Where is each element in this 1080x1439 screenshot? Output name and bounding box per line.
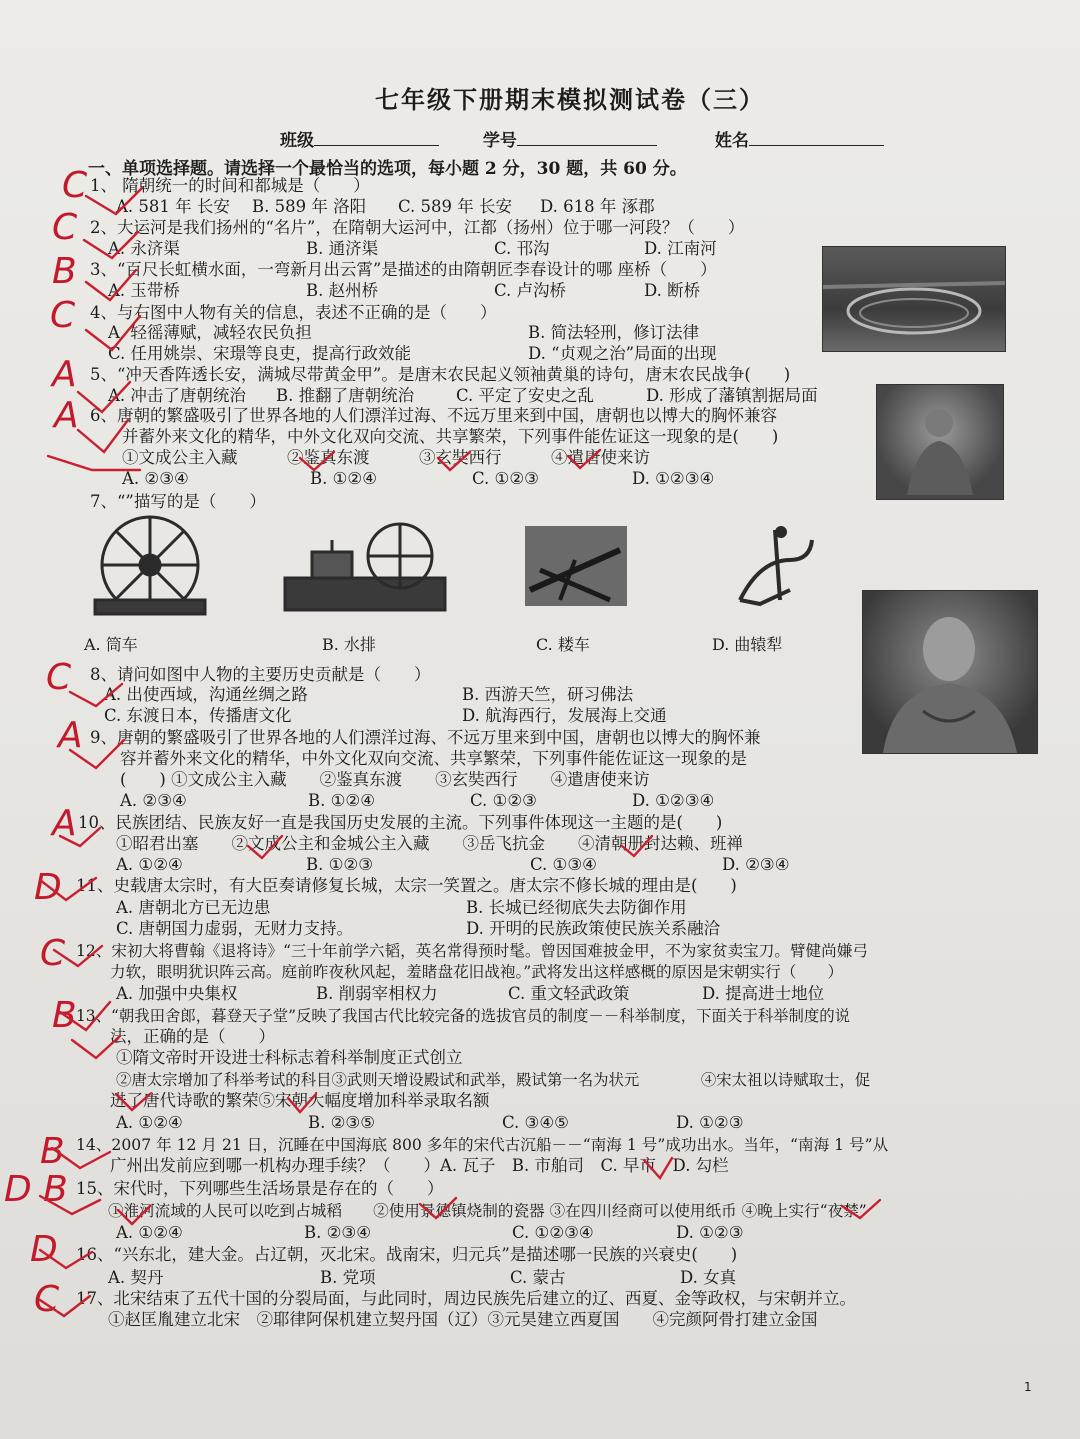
question-line: ①淮河流域的人民可以吃到占城稻 ②使用景德镇烧制的瓷器 ③在四川经商可以使用纸币 ④晚上实行“夜禁” <box>108 1202 867 1220</box>
option: C. 耧车 <box>536 635 590 654</box>
option: B. ②③④ <box>304 1223 371 1242</box>
question-line: 15、宋代时，下列哪些生活场景是存在的（ ） <box>76 1179 444 1198</box>
answer-mark: C <box>34 1279 60 1320</box>
section-heading: 一、单项选择题。请选择一个最恰当的选项，每小题 2 分，30 题，共 60 分。 <box>88 159 687 179</box>
option: A. ①②④ <box>116 1113 183 1132</box>
question-line: ②唐太宗增加了科举考试的科目③武则天增设殿试和武举，殿试第一名为状元 ④宋太祖以诗赋取士，促 <box>116 1071 871 1089</box>
answer-mark: C <box>62 165 88 206</box>
question-line: 17、北宋结束了五代十国的分裂局面，与此同时，周边民族先后建立的辽、西夏、金等政权，与宋朝并立。 <box>76 1289 856 1308</box>
option: D. 断桥 <box>644 281 701 300</box>
option: D. ①②③ <box>676 1113 744 1132</box>
question-line: 容并蓄外来文化的精华，中外文化双向交流、共享繁荣，下列事件能佐证这一现象的是 <box>120 749 747 768</box>
answer-mark: D <box>34 867 62 908</box>
option: C. 平定了安史之乱 <box>456 386 595 405</box>
question-line: 法，正确的是（ ） <box>110 1027 275 1046</box>
option: C. 卢沟桥 <box>494 281 567 300</box>
option: A. ②③④ <box>122 469 189 488</box>
option: B. 推翻了唐朝统治 <box>276 386 415 405</box>
curved-plough-image <box>740 528 812 604</box>
option: A. 冲击了唐朝统治 <box>108 386 246 405</box>
question-line: 并蓄外来文化的精华，中外文化双向交流、共享繁荣，下列事件能佐证这一现象的是( ) <box>122 427 779 446</box>
option: B. 西游天竺，研习佛法 <box>462 685 634 704</box>
option: C. ①②③④ <box>512 1223 594 1242</box>
option: B. 削弱宰相权力 <box>316 984 438 1003</box>
answer-mark: A <box>52 803 77 844</box>
option: C. 唐朝国力虚弱，无财力支持。 <box>116 919 354 938</box>
question-line: 2、大运河是我们扬州的“名片”，在隋朝大运河中，江都（扬州）位于哪一河段？（ ） <box>90 218 745 237</box>
question-line: 16、“兴东北，建大金。占辽朝，灭北宋。战南宋，归元兵”是描述哪一民族的兴衰史( ) <box>76 1245 738 1264</box>
answer-mark: C <box>40 933 66 974</box>
student-number-blank <box>517 129 657 146</box>
option: D. ②③④ <box>722 855 790 874</box>
jianzhen-statue-photo <box>862 590 1038 754</box>
option: B. ②③⑤ <box>308 1113 375 1132</box>
option: D. 江南河 <box>644 239 717 258</box>
option: A. 筒车 <box>84 635 138 654</box>
question-line: ( ) ①文成公主入藏 ②鉴真东渡 ③玄奘西行 ④遣唐使来访 <box>120 770 650 789</box>
answer-mark: C <box>46 657 72 698</box>
answer-mark: C <box>52 207 78 248</box>
answer-mark: A <box>52 354 77 395</box>
water-bellows-image <box>285 524 445 610</box>
option: D. ①②③ <box>676 1223 744 1242</box>
option: A. ②③④ <box>120 791 187 810</box>
option: A. ①②④ <box>116 855 183 874</box>
option: C. ③④⑤ <box>502 1113 569 1132</box>
question-line: 1、 隋朝统一的时间和都城是（ ） <box>90 176 370 195</box>
answer-mark: D <box>30 1229 58 1270</box>
emperor-portrait-photo <box>876 384 1004 500</box>
option: C. 任用姚崇、宋璟等良吏，提高行政效能 <box>108 344 412 363</box>
seed-plough-image <box>525 526 627 606</box>
question-line: 6、唐朝的繁盛吸引了世界各地的人们漂洋过海、不远万里来到中国，唐朝也以博大的胸怀兼容 <box>90 406 777 425</box>
option: A. ①②④ <box>116 1223 183 1242</box>
question-line: ①隋文帝时开设进士科标志着科举制度正式创立 <box>116 1048 463 1067</box>
answer-mark: A <box>54 395 79 436</box>
option: B. 党项 <box>320 1268 376 1287</box>
option: A. 永济渠 <box>108 239 180 258</box>
question-line: 14、2007 年 12 月 21 日，沉睡在中国海底 800 多年的宋代古沉船－－“南海 1 号”成功出水。当年，“南海 1 号”从 <box>76 1136 889 1154</box>
option: C. 589 年 长安 <box>398 197 513 216</box>
question-line: 10、民族团结、民族友好一直是我国历史发展的主流。下列事件体现这一主题的是( ) <box>78 813 723 832</box>
option: B. ①②④ <box>310 469 377 488</box>
option: D. ①②③④ <box>632 469 715 488</box>
tube-wheel-image <box>95 517 205 614</box>
question-line: 9、唐朝的繁盛吸引了世界各地的人们漂洋过海、不远万里来到中国，唐朝也以博大的胸怀兼 <box>90 728 761 747</box>
question-line: 力软，眼明犹识阵云高。庭前昨夜秋风起，羞睹盘花旧战袍。”武将发出这样感概的原因是宋朝实行（ ） <box>110 963 844 981</box>
option: C. 蒙古 <box>510 1268 566 1287</box>
question-line: 3、“百尺长虹横水面，一弯新月出云霄”是描述的由隋朝匠李春设计的哪 座桥（ ） <box>90 260 717 279</box>
option: A. 581 年 长安 <box>116 197 230 216</box>
question-line: 11、史载唐太宗时，有大臣奏请修复长城，太宗一笑置之。唐太宗不修长城的理由是( ) <box>76 876 737 895</box>
answer-mark: C <box>50 295 76 336</box>
answer-mark: A <box>58 715 83 756</box>
class-blank <box>314 129 439 146</box>
question-line: 进了唐代诗歌的繁荣⑤宋朝大幅度增加科举录取名额 <box>110 1091 490 1110</box>
class-label: 班级 <box>280 131 314 151</box>
option: D. 形成了藩镇割据局面 <box>646 386 818 405</box>
option: C. ①②③ <box>472 469 539 488</box>
option: B. 通济渠 <box>306 239 379 258</box>
option: C. 重文轻武政策 <box>508 984 630 1003</box>
option: D. 女真 <box>680 1268 737 1287</box>
option: B. 水排 <box>322 635 376 654</box>
option: D. 曲辕犁 <box>712 635 783 654</box>
option: D. 提高进士地位 <box>702 984 825 1003</box>
option: D. ①②③④ <box>632 791 715 810</box>
question-line: 8、请问如图中人物的主要历史贡献是（ ） <box>90 665 431 684</box>
question-line: ①赵匡胤建立北宋 ②耶律阿保机建立契丹国（辽）③元昊建立西夏国 ④完颜阿骨打建立金国 <box>108 1310 818 1329</box>
question-line: 12、宋初大将曹翰《退将诗》“三十年前学六韬，英名常得预时髦。曾因国难披金甲，不为家贫卖宝刀。臂健尚嫌弓 <box>76 942 868 960</box>
option: B. 长城已经彻底失去防御作用 <box>466 898 687 917</box>
option: B. ①②③ <box>306 855 373 874</box>
option: D. 开明的民族政策使民族关系融洽 <box>466 919 721 938</box>
answer-mark: B <box>40 1131 65 1172</box>
page-number: 1 <box>1024 1380 1032 1394</box>
question-line: 7、“”描写的是（ ） <box>90 492 266 511</box>
option: C. 邗沟 <box>494 239 550 258</box>
question-line: 广州出发前应到哪一机构办理手续？（ ）A. 瓦子 B. 市舶司 C. 早市 D. 勾栏 <box>110 1156 729 1175</box>
question-line: 4、与右图中人物有关的信息，表述不正确的是（ ） <box>90 303 497 322</box>
option: A. 出使西域，沟通丝绸之路 <box>104 685 308 704</box>
option: C. 东渡日本，传播唐文化 <box>104 706 292 725</box>
option: D. “贞观之治”局面的出现 <box>528 344 717 363</box>
answer-mark: B <box>52 251 77 292</box>
question-line: 5、“冲天香阵透长安，满城尽带黄金甲”。是唐末农民起义领袖黄巢的诗句，唐末农民战争( ) <box>90 365 791 384</box>
answer-mark: B <box>52 995 77 1036</box>
option: A. 契丹 <box>108 1268 164 1287</box>
question-line: 13、“朝我田舍郎，暮登天子堂”反映了我国古代比较完备的选拔官员的制度－－科举制度，下面关于科举制度的说 <box>76 1007 851 1025</box>
name-blank <box>749 129 884 146</box>
question-line: ①文成公主入藏 ②鉴真东渡 ③玄奘西行 ④遣唐使来访 <box>122 448 650 467</box>
option: B. 589 年 洛阳 <box>252 197 367 216</box>
option: A. 玉带桥 <box>108 281 180 300</box>
name-label: 姓名 <box>714 131 749 151</box>
zhaozhou-bridge-photo <box>822 246 1006 352</box>
exam-title: 七年级下册期末模拟测试卷（三） <box>375 85 765 114</box>
option: B. 简法轻刑，修订法律 <box>528 323 700 342</box>
option: C. ①②③ <box>470 791 537 810</box>
option: B. 赵州桥 <box>306 281 379 300</box>
answer-mark: D B <box>4 1169 68 1210</box>
option: B. ①②④ <box>308 791 375 810</box>
student-info-fields <box>280 126 884 151</box>
option: D. 618 年 涿郡 <box>540 197 655 216</box>
option: A. 轻徭薄赋，减轻农民负担 <box>108 323 312 342</box>
option: C. ①③④ <box>530 855 597 874</box>
option: A. 唐朝北方已无边患 <box>116 898 271 917</box>
option: A. 加强中央集权 <box>116 984 238 1003</box>
question-line: ①昭君出塞 ②文成公主和金城公主入藏 ③岳飞抗金 ④清朝册封达赖、班禅 <box>116 834 743 853</box>
student-number-label: 学号 <box>482 131 517 151</box>
option: D. 航海西行，发展海上交通 <box>462 706 667 725</box>
